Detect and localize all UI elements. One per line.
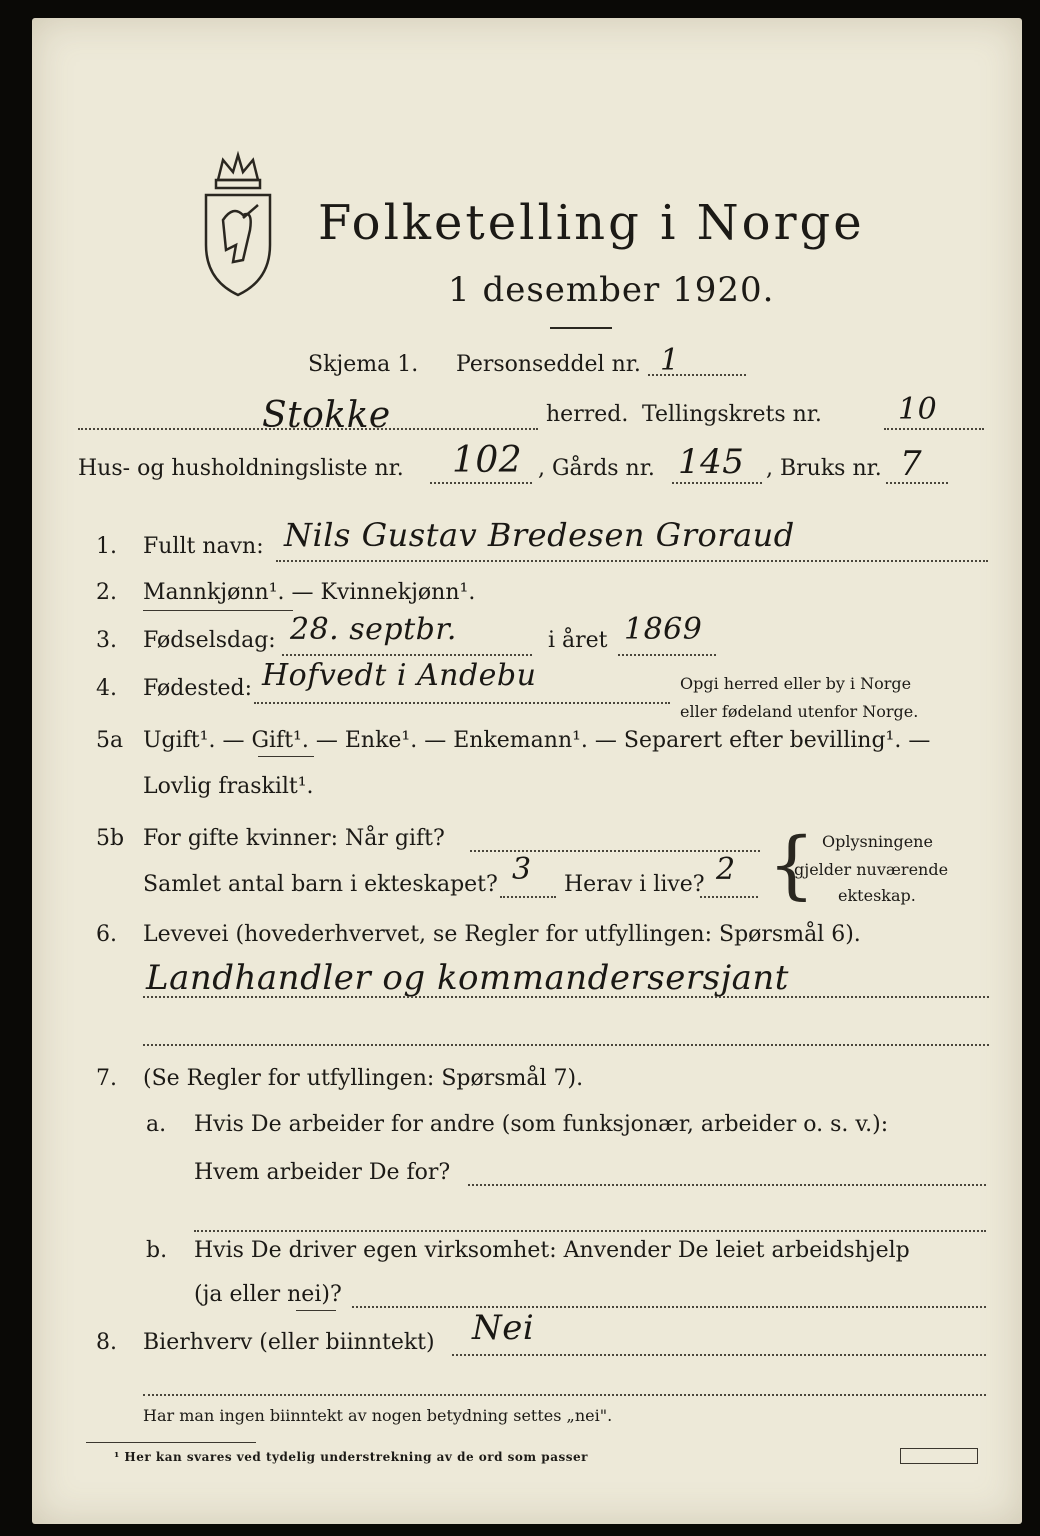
holding-number-label: , Bruks nr. (766, 456, 882, 481)
birth-date-value: 28. septbr. (290, 612, 457, 647)
q6-number: 6. (96, 922, 117, 947)
full-name-value: Nils Gustav Bredesen Groraud (284, 516, 795, 554)
q4-label: Fødested: (143, 676, 253, 701)
married-underline (258, 756, 314, 757)
q5a-label-2: Lovlig fraskilt¹. (143, 774, 314, 799)
marriage-note-3: ekteskap. (838, 886, 916, 905)
q1-number: 1. (96, 534, 117, 559)
male-underline (143, 610, 293, 611)
birth-year-value: 1869 (624, 612, 703, 647)
children-label: Samlet antal barn i ekteskapet? (143, 872, 498, 897)
q7a-label: Hvis De arbeider for andre (som funksjonær, arbeider o. s. v.): (194, 1112, 889, 1137)
municipality-label: herred. (546, 402, 629, 427)
q7-label: (Se Regler for utfyllingen: Spørsmål 7). (143, 1066, 584, 1091)
q3-number: 3. (96, 628, 117, 653)
holding-number-value: 7 (900, 444, 923, 484)
farm-number-label: , Gårds nr. (538, 456, 655, 481)
no-underline (296, 1310, 336, 1311)
alive-count: 2 (716, 852, 736, 887)
q8-number: 8. (96, 1330, 117, 1355)
household-list-number: 102 (452, 440, 523, 481)
q5b-number: 5b (96, 826, 125, 851)
district-label: Tellingskrets nr. (642, 402, 822, 427)
footnote-text: ¹ Her kan svares ved tydelig understrekning av de ord som passer (114, 1450, 588, 1464)
district-number: 10 (898, 392, 938, 427)
marriage-note-1: Oplysningene (822, 832, 933, 851)
birth-year-label: i året (548, 628, 608, 653)
q2-label: Mannkjønn¹. — Kvinnekjønn¹. (143, 580, 476, 605)
q5a-number: 5a (96, 728, 124, 753)
printer-stamp (900, 1448, 978, 1464)
q7a-label-2: Hvem arbeider De for? (194, 1160, 451, 1185)
occupation-value: Landhandler og kommandersersjant (146, 958, 789, 998)
footer-note: Har man ingen biinntekt av nogen betydning settes „nei". (143, 1406, 613, 1425)
title-divider (550, 327, 612, 329)
q7b-label: Hvis De driver egen virksomhet: Anvender De leiet arbeidshjelp (194, 1238, 910, 1263)
birthplace-note-1: Opgi herred eller by i Norge (680, 674, 912, 693)
birthplace-note-2: eller fødeland utenfor Norge. (680, 702, 919, 721)
q3-label: Fødselsdag: (143, 628, 276, 653)
q5a-label: Ugift¹. — Gift¹. — Enke¹. — Enkemann¹. — Separert efter bevilling¹. — (143, 728, 931, 753)
person-slip-label: Personseddel nr. (456, 352, 641, 377)
q2-number: 2. (96, 580, 117, 605)
q7a-letter: a. (146, 1112, 167, 1137)
q1-label: Fullt navn: (143, 534, 264, 559)
q8-label: Bierhverv (eller biinntekt) (143, 1330, 435, 1355)
side-income-value: Nei (472, 1308, 535, 1348)
children-count: 3 (512, 852, 532, 887)
q5b-label: For gifte kvinner: Når gift? (143, 826, 445, 851)
form-title: Folketelling i Norge (318, 195, 865, 251)
person-slip-number: 1 (660, 343, 680, 378)
marriage-note-2: gjelder nuværende (794, 860, 949, 879)
brace: { (768, 822, 816, 908)
farm-number-value: 145 (678, 442, 745, 482)
q7-number: 7. (96, 1066, 117, 1091)
household-list-label: Hus- og husholdningsliste nr. (78, 456, 404, 481)
q4-number: 4. (96, 676, 117, 701)
birthplace-value: Hofvedt i Andebu (262, 658, 537, 693)
schema-label: Skjema 1. (308, 352, 419, 377)
q7b-label-2: (ja eller nei)? (194, 1282, 342, 1307)
municipality-value: Stokke (262, 395, 391, 436)
footnote-divider (86, 1442, 256, 1443)
form-date: 1 desember 1920. (448, 270, 775, 310)
alive-label: Herav i live? (564, 872, 705, 897)
q7b-letter: b. (146, 1238, 168, 1263)
coat-of-arms-emblem (188, 150, 288, 304)
q6-label: Levevei (hovederhvervet, se Regler for utfyllingen: Spørsmål 6). (143, 922, 861, 947)
